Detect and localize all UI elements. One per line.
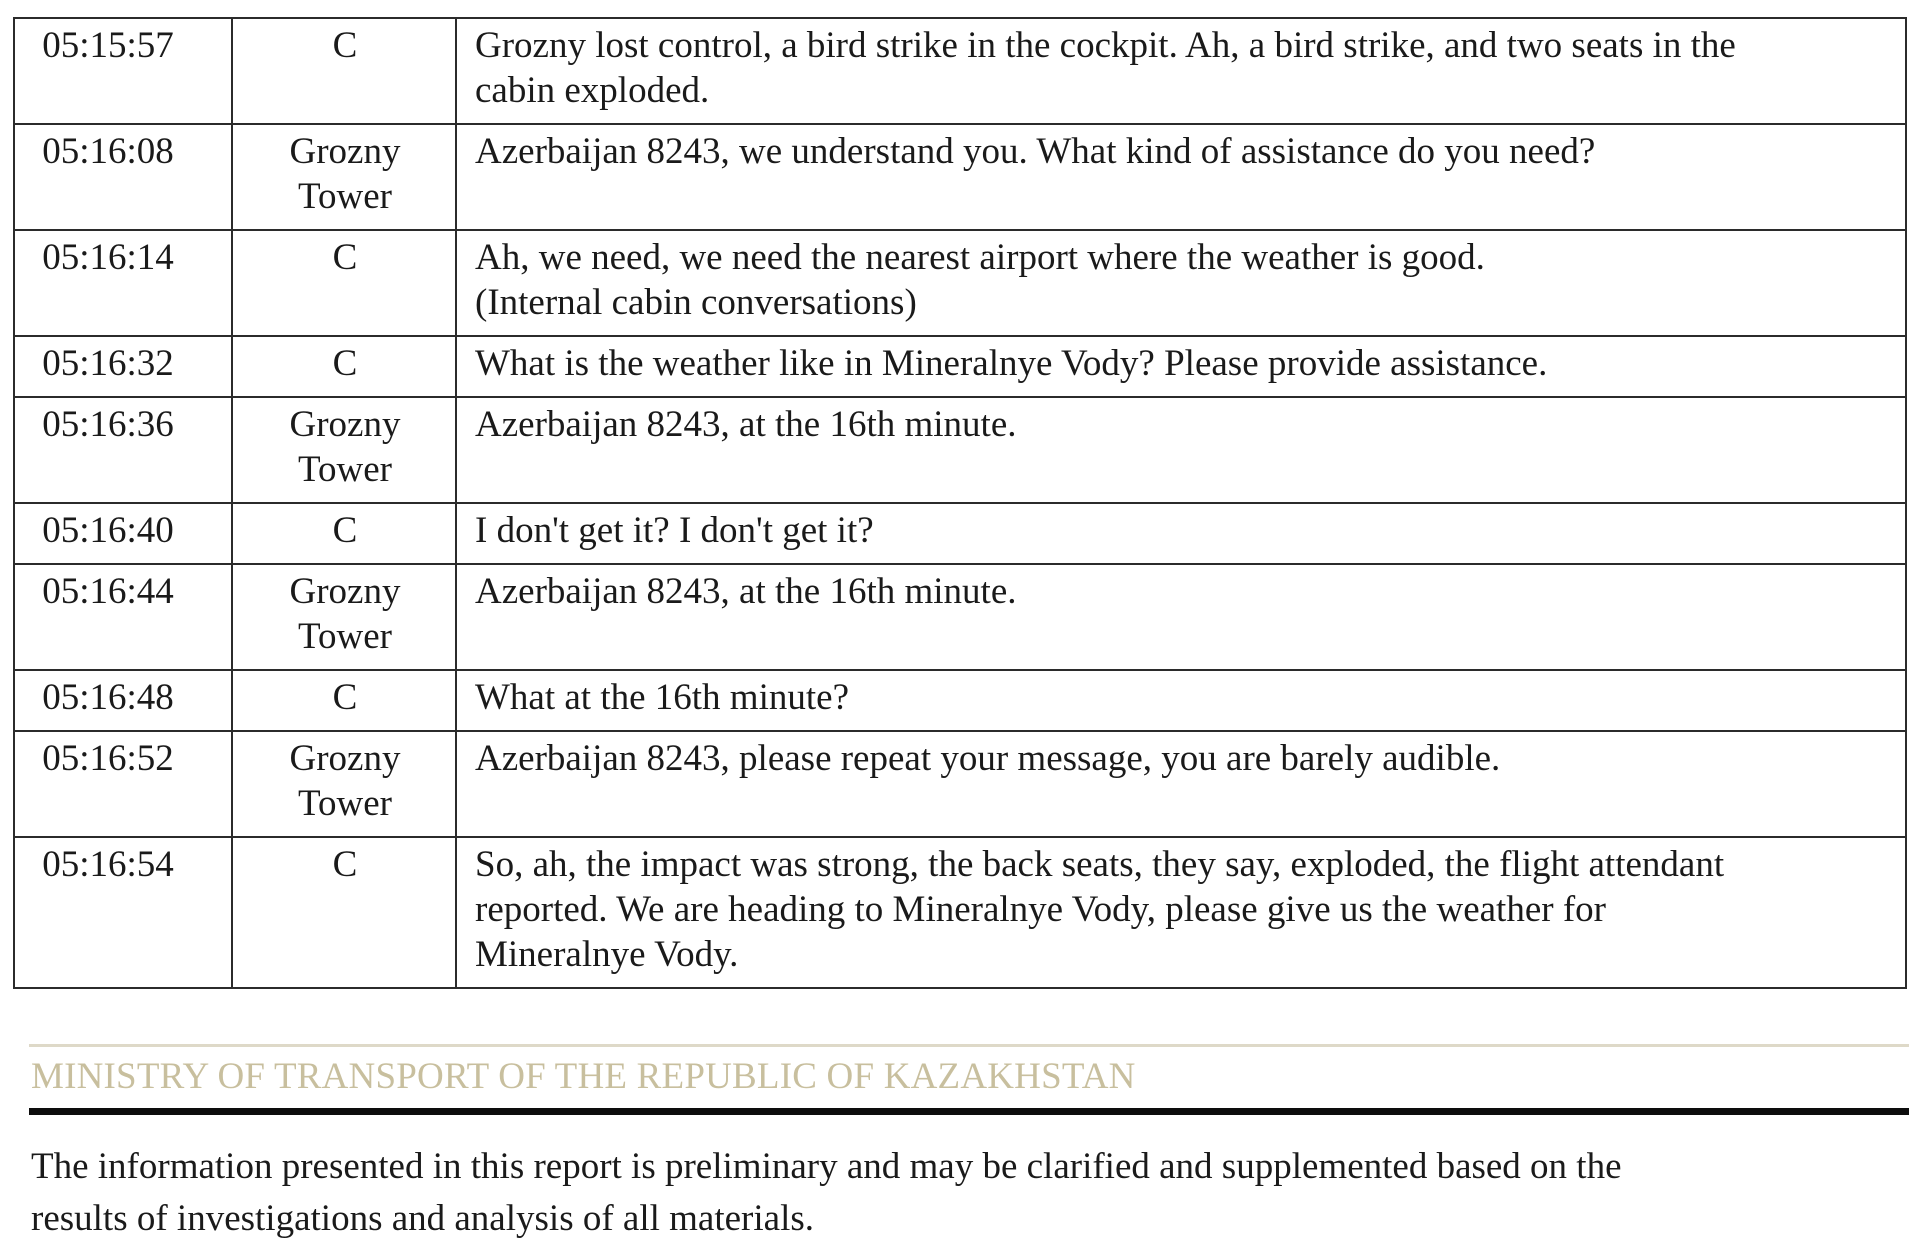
speaker-cell	[232, 564, 456, 670]
message-line: What is the weather like in Mineralnye Vody? Please provide assistance.	[475, 343, 1548, 384]
table-row	[14, 670, 1906, 731]
speaker-line: C	[332, 237, 358, 278]
message-line: Azerbaijan 8243, we understand you. What kind of assistance do you need?	[475, 131, 1596, 172]
table-row	[14, 124, 1906, 230]
message-line: Ah, we need, we need the nearest airport where the weather is good.	[475, 237, 1485, 278]
table-row	[14, 397, 1906, 503]
message-line: reported. We are heading to Mineralnye Vody, please give us the weather for	[475, 889, 1606, 930]
message-line: So, ah, the impact was strong, the back seats, they say, exploded, the flight attendant	[475, 844, 1725, 885]
speaker-cell	[232, 503, 456, 564]
message-line: Mineralnye Vody.	[475, 934, 739, 975]
speaker-cell	[232, 731, 456, 837]
time-cell: 05:16:52	[14, 731, 232, 837]
table-row	[14, 564, 1906, 670]
time-cell: 05:16:48	[14, 670, 232, 731]
message-line: What at the 16th minute?	[475, 677, 849, 718]
message-cell	[456, 731, 1906, 837]
speaker-line: Grozny	[289, 404, 401, 445]
disclaimer-text	[31, 1141, 1871, 1245]
disclaimer-line: results of investigations and analysis of all materials.	[31, 1198, 814, 1239]
table-row	[14, 731, 1906, 837]
footer-divider-thick	[29, 1108, 1909, 1115]
speaker-line: Tower	[298, 449, 392, 490]
time-cell: 05:16:36	[14, 397, 232, 503]
time-cell: 05:16:32	[14, 336, 232, 397]
message-line: cabin exploded.	[475, 70, 710, 111]
table-row	[14, 230, 1906, 336]
ministry-header: MINISTRY OF TRANSPORT OF THE REPUBLIC OF KAZAKHSTAN	[31, 1056, 1136, 1097]
speaker-line: Grozny	[289, 738, 401, 779]
speaker-line: Grozny	[289, 571, 401, 612]
message-cell	[456, 670, 1906, 731]
message-cell	[456, 397, 1906, 503]
speaker-cell	[232, 18, 456, 124]
speaker-cell	[232, 124, 456, 230]
transcript-body	[14, 18, 1906, 988]
speaker-line: C	[332, 343, 358, 384]
message-line: Azerbaijan 8243, at the 16th minute.	[475, 404, 1017, 445]
message-line: Azerbaijan 8243, at the 16th minute.	[475, 571, 1017, 612]
speaker-cell	[232, 670, 456, 731]
table-row	[14, 336, 1906, 397]
time-cell: 05:16:40	[14, 503, 232, 564]
speaker-cell	[232, 336, 456, 397]
disclaimer-line: The information presented in this report is preliminary and may be clarified and supplemented based on the	[31, 1146, 1622, 1187]
message-cell	[456, 124, 1906, 230]
speaker-line: C	[332, 510, 358, 551]
footer-divider-thin	[29, 1044, 1909, 1047]
transcript-table	[13, 17, 1907, 989]
message-line: I don't get it? I don't get it?	[475, 510, 874, 551]
message-cell	[456, 18, 1906, 124]
table-row	[14, 18, 1906, 124]
speaker-line: Grozny	[289, 131, 401, 172]
message-line: Grozny lost control, a bird strike in the cockpit. Ah, a bird strike, and two seats in the	[475, 25, 1736, 66]
message-cell	[456, 564, 1906, 670]
speaker-line: Tower	[298, 616, 392, 657]
speaker-line: C	[332, 844, 358, 885]
time-cell: 05:15:57	[14, 18, 232, 124]
time-cell: 05:16:14	[14, 230, 232, 336]
message-cell	[456, 503, 1906, 564]
speaker-cell	[232, 230, 456, 336]
time-cell: 05:16:54	[14, 837, 232, 988]
time-cell: 05:16:44	[14, 564, 232, 670]
message-line: (Internal cabin conversations)	[475, 282, 917, 323]
table-row	[14, 837, 1906, 988]
table-row	[14, 503, 1906, 564]
speaker-line: Tower	[298, 783, 392, 824]
speaker-line: C	[332, 677, 358, 718]
message-cell	[456, 837, 1906, 988]
speaker-line: C	[332, 25, 358, 66]
time-cell: 05:16:08	[14, 124, 232, 230]
message-line: Azerbaijan 8243, please repeat your message, you are barely audible.	[475, 738, 1501, 779]
message-cell	[456, 230, 1906, 336]
speaker-cell	[232, 397, 456, 503]
message-cell	[456, 336, 1906, 397]
speaker-line: Tower	[298, 176, 392, 217]
speaker-cell	[232, 837, 456, 988]
